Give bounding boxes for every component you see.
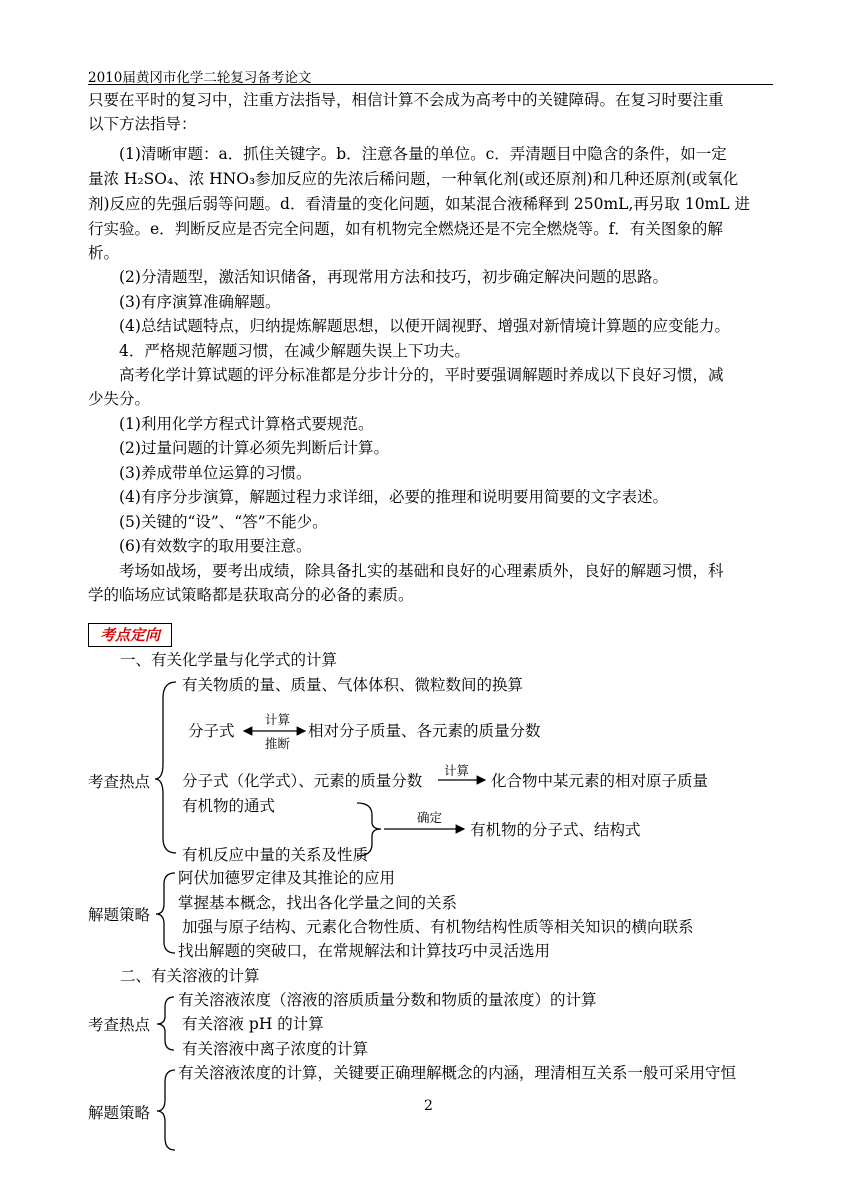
list-item: (5)关键的“设”、“答”不能少。 [119, 513, 328, 531]
topic-item-left: 分子式 [188, 722, 235, 740]
left-brace [155, 682, 176, 853]
list-item: (6)有效数字的取用要注意。 [119, 537, 312, 555]
paragraph-line: 学的临场应试策略都是获取高分的必备的素质。 [88, 586, 414, 604]
section-title: 二、有关溶液的计算 [120, 967, 260, 985]
list-item: (2)分清题型，激活知识储备，再现常用方法和技巧，初步确定解决问题的思路。 [119, 268, 668, 286]
page-number: 2 [424, 1098, 433, 1114]
arrow-label-top: 计算 [444, 763, 470, 778]
topic-item: 有机物的通式 [182, 797, 276, 815]
topic-item: 有关溶液 pH 的计算 [182, 1015, 324, 1033]
topic-item: 有关溶液中离子浓度的计算 [182, 1040, 369, 1058]
paragraph-line: (1)清晰审题：a．抓住关键字。b．注意各量的单位。c．弄清题目中隐含的条件，如一定 [119, 145, 727, 163]
list-item: (4)总结试题特点，归纳提炼解题思想，以便开阔视野、增强对新情境计算题的应变能力。 [119, 317, 730, 335]
topic-item-right: 有机物的分子式、结构式 [470, 821, 641, 839]
arrow-label-bottom: 推断 [265, 736, 291, 751]
strategy-item: 找出解题的突破口，在常规解法和计算技巧中灵活选用 [178, 942, 551, 960]
list-item: (4)有序分步演算，解题过程力求详细，必要的推理和说明要用简要的文字表述。 [119, 488, 668, 506]
topic-item: 有关溶液浓度（溶液的溶质质量分数和物质的量浓度）的计算 [178, 991, 597, 1009]
strategy-label: 解题策略 [88, 906, 151, 924]
hot-topics-label: 考查热点 [88, 1016, 151, 1034]
strategy-item: 掌握基本概念，找出各化学量之间的关系 [178, 894, 458, 912]
paragraph-line: 量浓 H₂SO₄、浓 HNO₃参加反应的先浓后稀问题，一种氧化剂(或还原剂)和几种还原剂(或氧化 [88, 170, 739, 188]
list-item: (3)养成带单位运算的习惯。 [119, 464, 312, 482]
paragraph-line: 析。 [88, 244, 120, 262]
paragraph-line: 高考化学计算试题的评分标准都是分步计分的，平时要强调解题时养成以下良好习惯，减 [119, 366, 724, 384]
paragraph-line: 行实验。e．判断反应是否完全问题，如有机物完全燃烧还是不完全燃烧等。f．有关图象的解 [88, 220, 723, 238]
topic-item-left: 分子式（化学式）、元素的质量分数 [182, 772, 423, 790]
arrow-label-top: 确定 [417, 810, 443, 825]
section-title: 一、有关化学量与化学式的计算 [120, 651, 338, 669]
topic-item-right: 相对分子质量、各元素的质量分数 [308, 722, 541, 740]
hot-topics-label: 考查热点 [88, 773, 151, 791]
list-item: (1)利用化学方程式计算格式要规范。 [119, 415, 374, 433]
list-item: (3)有序演算准确解题。 [119, 293, 281, 311]
strategy-label: 解题策略 [88, 1104, 151, 1122]
left-brace [156, 873, 175, 953]
paragraph-line: 只要在平时的复习中，注重方法指导，相信计算不会成为高考中的关键障碍。在复习时要注重 [88, 91, 724, 109]
topic-item-right: 化合物中某元素的相对原子质量 [491, 772, 709, 790]
left-brace [157, 997, 174, 1050]
strategy-item: 阿伏加德罗定律及其推论的应用 [178, 869, 396, 887]
strategy-item: 有关溶液浓度的计算，关键要正确理解概念的内涵，理清相互关系一般可采用守恒 [178, 1064, 737, 1082]
arrow-label-top: 计算 [265, 712, 291, 727]
paragraph-line: 剂)反应的先强后弱等问题。d．看清量的变化问题，如某混合液稀释到 250mL,再另取 10mL 进 [88, 195, 750, 213]
paragraph-line: 考场如战场，要考出成绩，除具备扎实的基础和良好的心理素质外，良好的解题习惯，科 [119, 562, 724, 580]
paragraph-line: 以下方法指导： [88, 115, 197, 133]
strategy-item: 加强与原子结构、元素化合物性质、有机物结构性质等相关知识的横向联系 [182, 918, 694, 936]
list-item: (2)过量问题的计算必须先判断后计算。 [119, 439, 389, 457]
topic-item: 有关物质的量、质量、气体体积、微粒数间的换算 [182, 676, 524, 694]
running-header: 2010届黄冈市化学二轮复习备考论文 [88, 70, 312, 86]
left-brace [157, 1070, 175, 1150]
paragraph-line: 少失分。 [88, 390, 151, 408]
topic-item: 有机反应中量的关系及性质 [182, 846, 369, 864]
list-item: 4．严格规范解题习惯，在减少解题失误上下功夫。 [119, 342, 470, 360]
right-brace [357, 803, 381, 856]
section-badge: 考点定向 [88, 623, 172, 647]
